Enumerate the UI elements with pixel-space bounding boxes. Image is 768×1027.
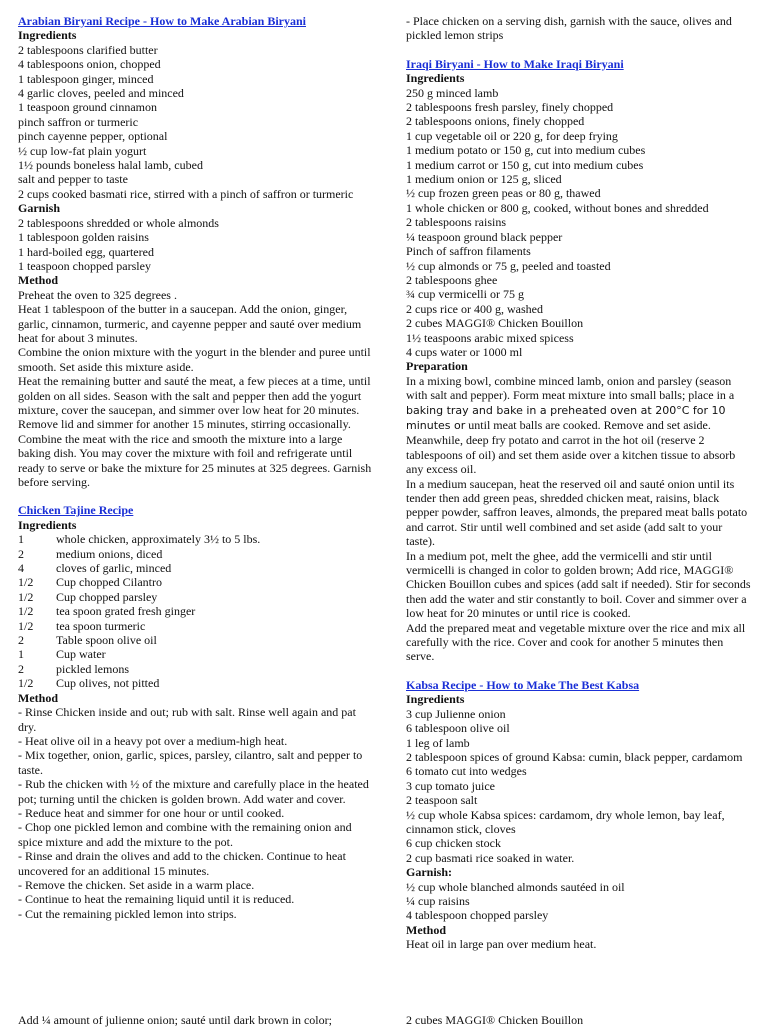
left-footer-text: Add ¼ amount of julienne onion; sauté until dark brown in color; (18, 1013, 332, 1027)
arabian-garnish-heading: Garnish (18, 201, 61, 216)
ingredient-quantity: 4 (18, 561, 24, 576)
list-item: 1 medium carrot or 150 g, cut into medium cubes (406, 157, 644, 172)
list-item: 2 cups cooked basmati rice, stirred with a pinch of saffron or turmeric (18, 186, 354, 201)
ingredient-text: whole chicken, approximately 3½ to 5 lbs. (56, 532, 261, 547)
table-row (18, 647, 374, 661)
iraqi-ingredients-heading: Ingredients (406, 71, 465, 86)
iraqi-preparation-heading: Preparation (406, 359, 468, 374)
kabsa-garnish-list (406, 880, 752, 923)
table-row (18, 662, 374, 676)
list-item: ½ cup frozen green peas or 80 g, thawed (406, 186, 601, 201)
ingredient-quantity: 1/2 (18, 618, 34, 633)
list-item: - Rinse Chicken inside and out; rub with salt. Rinse well again and pat dry. (18, 705, 356, 734)
list-item: - Heat olive oil in a heavy pot over a medium-high heat. (18, 733, 288, 748)
list-item: - Rub the chicken with ½ of the mixture and carefully place in the heated pot; turning until the chicken is golden brown. Add water and cover. (18, 777, 369, 806)
list-item: 2 tablespoons clarified butter (18, 42, 158, 57)
arabian-ingredients-list (18, 43, 374, 201)
ingredient-quantity: 2 (18, 633, 24, 648)
list-item: Add the prepared meat and vegetable mixture over the rice and mix all carefully with the rice. Cover and cook for another 5 minutes then serve. (406, 620, 746, 664)
list-item: 1 teaspoon ground cinnamon (18, 100, 157, 115)
prep1-part-b: baking tray and bake in a preheated oven at 200°C for 10 minutes or (406, 403, 726, 432)
list-item: ¾ cup vermicelli or 75 g (406, 287, 524, 302)
list-item: 6 tomato cut into wedges (406, 764, 527, 779)
ingredient-text: tea spoon grated fresh ginger (56, 604, 196, 619)
table-row (18, 575, 374, 589)
table-row (18, 590, 374, 604)
kabsa-title-link[interactable]: Kabsa Recipe - How to Make The Best Kabsa (406, 677, 640, 692)
list-item: 2 cups rice or 400 g, washed (406, 301, 543, 316)
kabsa-ingredients-list (406, 707, 752, 865)
list-item: 6 tablespoon olive oil (406, 721, 510, 736)
kabsa-method-heading: Method (406, 922, 446, 937)
table-row (18, 547, 374, 561)
ingredient-quantity: 2 (18, 546, 24, 561)
table-row (18, 633, 374, 647)
list-item: In a medium saucepan, heat the reserved oil and sauté onion until its tender then add green peas, shredded chicken meat, raisins, black pepper powder, saffron leaves, almonds, the prepared meat balls potato and carrot. Stir until well combined and set aside (add salt to your taste). (406, 476, 748, 549)
ingredient-quantity: 1 (18, 647, 24, 662)
list-item: 2 tablespoons fresh parsley, finely chopped (406, 100, 614, 115)
list-item: 1 tablespoon ginger, minced (18, 71, 154, 86)
list-item: 2 tablespoons shredded or whole almonds (18, 215, 219, 230)
table-row (18, 619, 374, 633)
list-item: - Chop one pickled lemon and combine with the remaining onion and spice mixture and add the mixture to the pot. (18, 820, 352, 849)
list-item: 4 cups water or 1000 ml (406, 344, 523, 359)
list-item: 3 cup tomato juice (406, 778, 495, 793)
arabian-garnish-list (18, 216, 374, 274)
list-item: pinch cayenne pepper, optional (18, 129, 168, 144)
tajine-method-list (18, 705, 374, 921)
ingredient-quantity: 1/2 (18, 676, 34, 691)
ingredient-quantity: 1 (18, 532, 24, 547)
list-item: 1 hard-boiled egg, quartered (18, 244, 154, 259)
list-item: - Mix together, onion, garlic, spices, parsley, cilantro, salt and pepper to taste. (18, 748, 363, 777)
list-item: 1½ teaspoons arabic mixed spicess (406, 330, 574, 345)
list-item: 1 whole chicken or 800 g, cooked, without bones and shredded (406, 200, 709, 215)
tajine-method-continued: - Place chicken on a serving dish, garnish with the sauce, olives and pickled lemon strips (406, 14, 732, 43)
ingredient-text: pickled lemons (56, 661, 129, 676)
list-item: 1½ pounds boneless halal lamb, cubed (18, 158, 203, 173)
right-footer-text: 2 cubes MAGGI® Chicken Bouillon (406, 1013, 584, 1027)
ingredient-text: Cup water (56, 647, 106, 662)
table-row (18, 676, 374, 690)
ingredient-text: Table spoon olive oil (56, 633, 157, 648)
list-item: Meanwhile, deep fry potato and carrot in the hot oil (reserve 2 tablespoons of oil) and set them aside over a kitchen tissue to absorb any excess oil. (406, 433, 736, 477)
list-item: 2 tablespoon spices of ground Kabsa: cumin, black pepper, cardamom (406, 749, 743, 764)
list-item: 3 cup Julienne onion (406, 706, 506, 721)
tajine-ingredients-heading: Ingredients (18, 517, 77, 532)
list-item: ½ cup almonds or 75 g, peeled and toasted (406, 258, 611, 273)
list-item: 250 g minced lamb (406, 85, 499, 100)
list-item: Combine the onion mixture with the yogurt in the blender and puree until smooth. Set aside this mixture aside. (18, 345, 371, 374)
list-item: 2 tablespoons onions, finely chopped (406, 114, 585, 129)
list-item: 2 teaspoon salt (406, 793, 478, 808)
list-item: ½ cup whole Kabsa spices: cardamom, dry whole lemon, bay leaf, cinnamon stick, cloves (406, 807, 725, 836)
list-item: 2 cubes MAGGI® Chicken Bouillon (406, 316, 584, 331)
list-item: ½ cup whole blanched almonds sautéed in oil (406, 879, 625, 894)
list-item: ¼ cup raisins (406, 893, 470, 908)
arabian-biryani-title-link[interactable]: Arabian Biryani Recipe - How to Make Arabian Biryani (18, 14, 306, 28)
table-row (18, 604, 374, 618)
iraqi-preparation-step-1 (406, 374, 752, 434)
list-item: Combine the meat with the rice and smooth the mixture into a large baking dish. You may cover the mixture with foil and refrigerate until ready to serve or bake the mixture for 25 minutes at 325 degrees. Garnish before serving. (18, 431, 372, 489)
list-item: - Reduce heat and simmer for one hour or until cooked. (18, 805, 285, 820)
kabsa-ingredients-heading: Ingredients (406, 692, 465, 707)
table-row (18, 532, 374, 546)
right-column (406, 14, 752, 952)
arabian-method-heading: Method (18, 273, 58, 288)
list-item: - Remove the chicken. Set aside in a warm place. (18, 877, 255, 892)
ingredient-text: medium onions, diced (56, 546, 163, 561)
list-item: 4 tablespoon chopped parsley (406, 908, 549, 923)
list-item: Heat 1 tablespoon of the butter in a saucepan. Add the onion, ginger, garlic, cinnamon, turmeric, and cayenne pepper and sauté over medium heat for about 3 minutes. (18, 302, 362, 345)
list-item: 1 medium onion or 125 g, sliced (406, 172, 562, 187)
ingredient-text: Cup chopped Cilantro (56, 575, 162, 590)
ingredient-quantity: 1/2 (18, 589, 34, 604)
list-item: 6 cup chicken stock (406, 836, 501, 851)
list-item: ½ cup low-fat plain yogurt (18, 143, 147, 158)
list-item: 4 garlic cloves, peeled and minced (18, 86, 184, 101)
ingredient-quantity: 2 (18, 661, 24, 676)
ingredient-text: Cup chopped parsley (56, 589, 158, 604)
ingredient-text: cloves of garlic, minced (56, 561, 172, 576)
iraqi-biryani-title-link[interactable]: Iraqi Biryani - How to Make Iraqi Biryani (406, 56, 624, 71)
iraqi-ingredients-list (406, 86, 752, 360)
list-item: 1 cup vegetable oil or 220 g, for deep frying (406, 128, 618, 143)
list-item: 2 tablespoons raisins (406, 215, 506, 230)
prep1-part-c: until meat balls are cooked. Remove and set aside. (465, 417, 711, 432)
left-column (18, 14, 374, 921)
list-item: 2 tablespoons ghee (406, 272, 498, 287)
iraqi-preparation-list (406, 433, 752, 664)
chicken-tajine-title-link[interactable]: Chicken Tajine Recipe (18, 503, 134, 518)
table-row (18, 561, 374, 575)
list-item: 1 tablespoon golden raisins (18, 230, 149, 245)
list-item: Pinch of saffron filaments (406, 244, 531, 259)
list-item: ¼ teaspoon ground black pepper (406, 229, 563, 244)
list-item: Heat oil in large pan over medium heat. (406, 937, 597, 952)
ingredient-quantity: 1/2 (18, 604, 34, 619)
ingredient-quantity: 1/2 (18, 575, 34, 590)
arabian-ingredients-heading: Ingredients (18, 28, 77, 43)
tajine-method-heading: Method (18, 690, 58, 705)
list-item: 2 cup basmati rice soaked in water. (406, 850, 575, 865)
list-item: 4 tablespoons onion, chopped (18, 57, 161, 72)
list-item: In a medium pot, melt the ghee, add the vermicelli and stir until vermicelli is changed in color to golden brown; Add rice, MAGGI® Chicken Bouillon cubes and spices (add salt if needed). Stir for seconds then add the water and stir constantly to boil. Cover and simmer over a low heat for 20 minutes or until rice is cooked. (406, 548, 751, 621)
kabsa-method-list (406, 937, 752, 951)
ingredient-text: Cup olives, not pitted (56, 676, 160, 691)
kabsa-garnish-heading: Garnish: (406, 865, 453, 880)
ingredient-text: tea spoon turmeric (56, 618, 146, 633)
prep1-part-a: In a mixing bowl, combine minced lamb, onion and parsley (season with salt and pepper). Form meat mixture into small balls; place in a (406, 373, 735, 403)
list-item: 1 medium potato or 150 g, cut into medium cubes (406, 143, 646, 158)
list-item: - Continue to heat the remaining liquid until it is reduced. (18, 892, 295, 907)
arabian-method-list (18, 288, 374, 490)
list-item: Preheat the oven to 325 degrees . (18, 287, 177, 302)
list-item: pinch saffron or turmeric (18, 114, 139, 129)
tajine-ingredients-table (18, 532, 374, 690)
list-item: 1 leg of lamb (406, 735, 470, 750)
list-item: Heat the remaining butter and sauté the meat, a few pieces at a time, until golden on all sides. Season with the salt and pepper then add the yogurt mixture, cover the saucepan, and simmer over low heat for 20 minutes. Remove lid and simmer for another 15 minutes, stirring occasionally. (18, 374, 371, 432)
list-item: salt and pepper to taste (18, 172, 128, 187)
list-item: 1 teaspoon chopped parsley (18, 258, 151, 273)
list-item: - Cut the remaining pickled lemon into strips. (18, 906, 237, 921)
list-item: - Rinse and drain the olives and add to the chicken. Continue to heat uncovered for an additional 15 minutes. (18, 849, 346, 878)
